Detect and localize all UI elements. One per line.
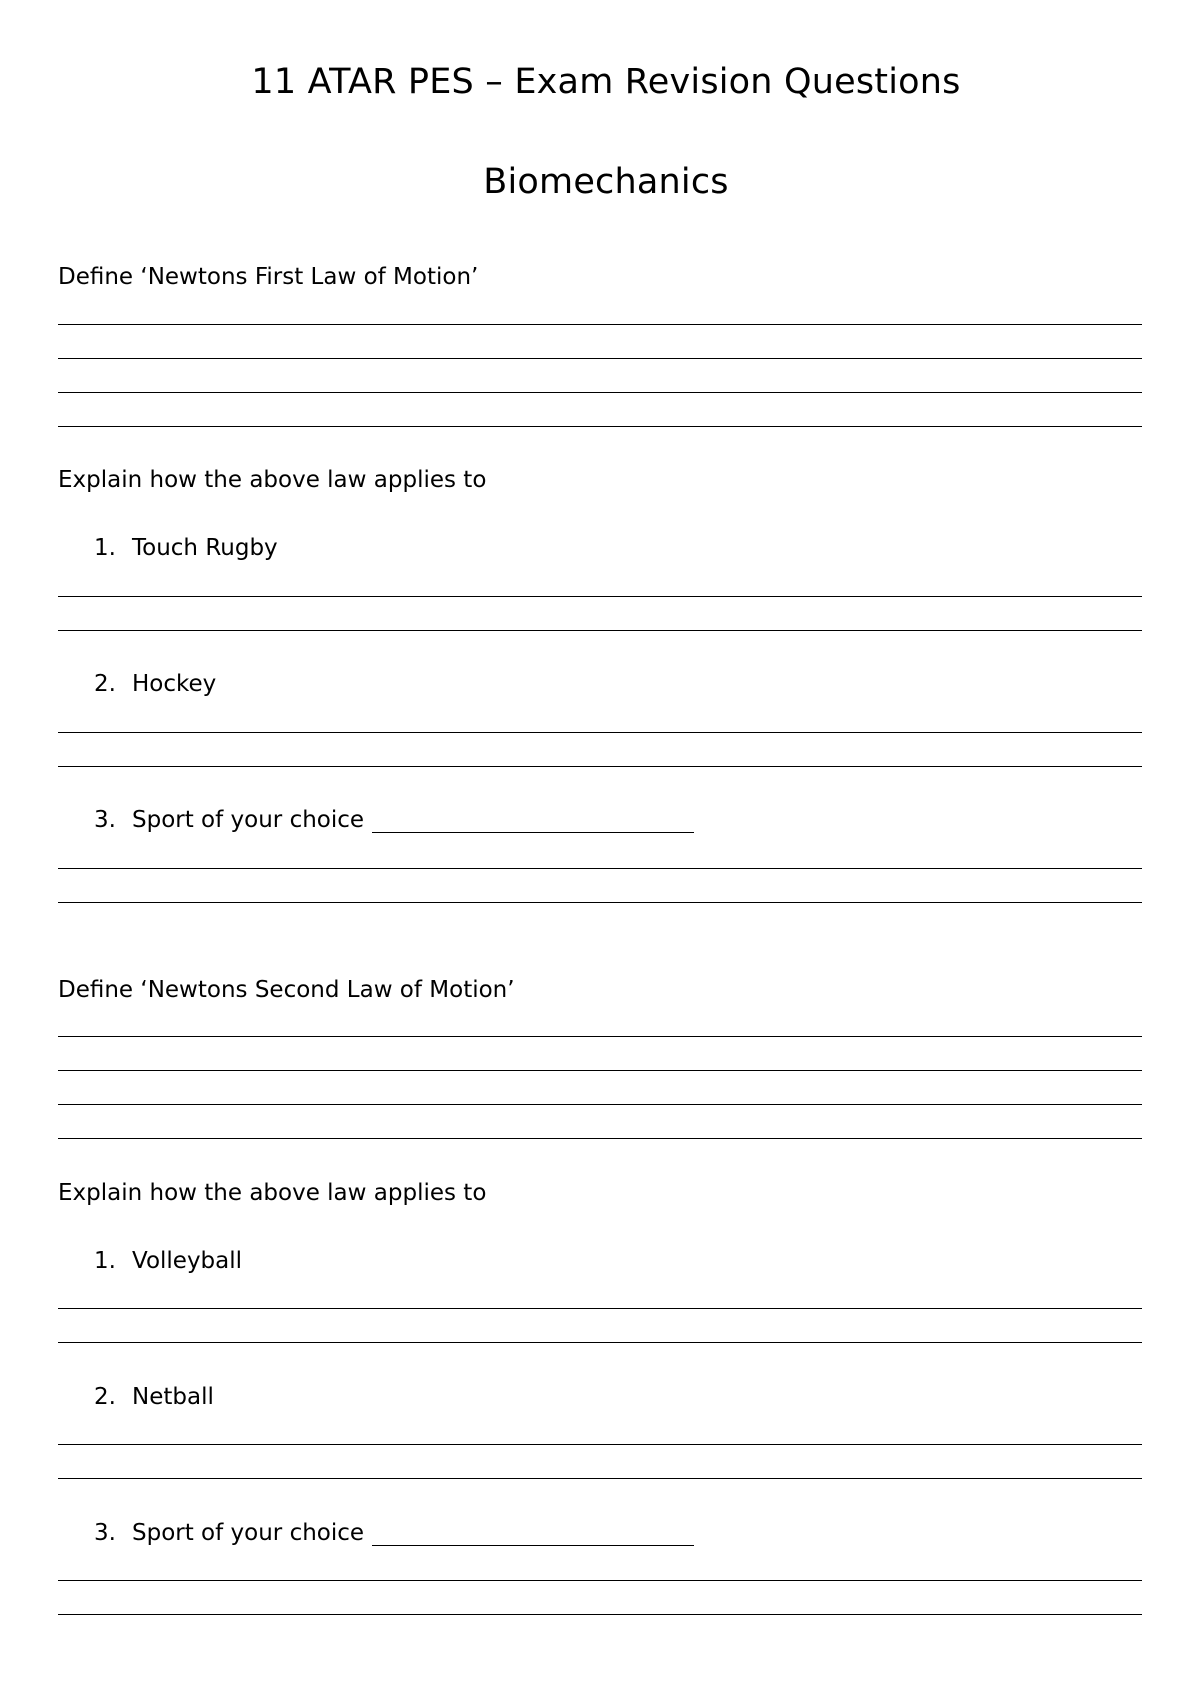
answer-line[interactable] — [58, 630, 1142, 631]
item-label: Hockey — [132, 671, 217, 697]
item-number: 2. — [94, 671, 116, 697]
answer-line[interactable] — [58, 1138, 1142, 1139]
list-item — [94, 1520, 694, 1546]
item-label: Touch Rugby — [132, 535, 278, 561]
page-subtitle: Biomechanics — [483, 162, 729, 202]
explain-second-law-prompt: Explain how the above law applies to — [58, 1180, 487, 1206]
answer-line[interactable] — [58, 1104, 1142, 1105]
answer-line[interactable] — [58, 324, 1142, 325]
answer-line[interactable] — [58, 1444, 1142, 1445]
answer-line[interactable] — [58, 868, 1142, 869]
answer-line[interactable] — [58, 766, 1142, 767]
define-second-law-prompt: Define ‘Newtons Second Law of Motion’ — [58, 977, 515, 1003]
list-item — [94, 671, 216, 697]
item-number: 1. — [94, 1248, 116, 1274]
answer-line[interactable] — [58, 1580, 1142, 1581]
list-item — [94, 807, 694, 833]
item-number: 1. — [94, 535, 116, 561]
item-label: Sport of your choice — [132, 1520, 365, 1546]
item-number: 3. — [94, 807, 116, 833]
explain-first-law-prompt: Explain how the above law applies to — [58, 467, 487, 493]
item-number: 3. — [94, 1520, 116, 1546]
item-label: Netball — [132, 1384, 214, 1410]
list-item — [94, 1384, 214, 1410]
sport-choice-blank[interactable] — [372, 1523, 694, 1546]
answer-line[interactable] — [58, 1614, 1142, 1615]
answer-line[interactable] — [58, 392, 1142, 393]
answer-line[interactable] — [58, 426, 1142, 427]
list-item — [94, 1248, 242, 1274]
item-label: Sport of your choice — [132, 807, 365, 833]
item-number: 2. — [94, 1384, 116, 1410]
page-title: 11 ATAR PES – Exam Revision Questions — [251, 62, 961, 102]
define-first-law-prompt: Define ‘Newtons First Law of Motion’ — [58, 264, 479, 290]
answer-line[interactable] — [58, 732, 1142, 733]
answer-line[interactable] — [58, 596, 1142, 597]
answer-line[interactable] — [58, 1070, 1142, 1071]
answer-line[interactable] — [58, 358, 1142, 359]
answer-line[interactable] — [58, 1478, 1142, 1479]
list-item — [94, 535, 278, 561]
item-label: Volleyball — [132, 1248, 243, 1274]
answer-line[interactable] — [58, 1036, 1142, 1037]
sport-choice-blank[interactable] — [372, 810, 694, 833]
answer-line[interactable] — [58, 1308, 1142, 1309]
answer-line[interactable] — [58, 1342, 1142, 1343]
answer-line[interactable] — [58, 902, 1142, 903]
